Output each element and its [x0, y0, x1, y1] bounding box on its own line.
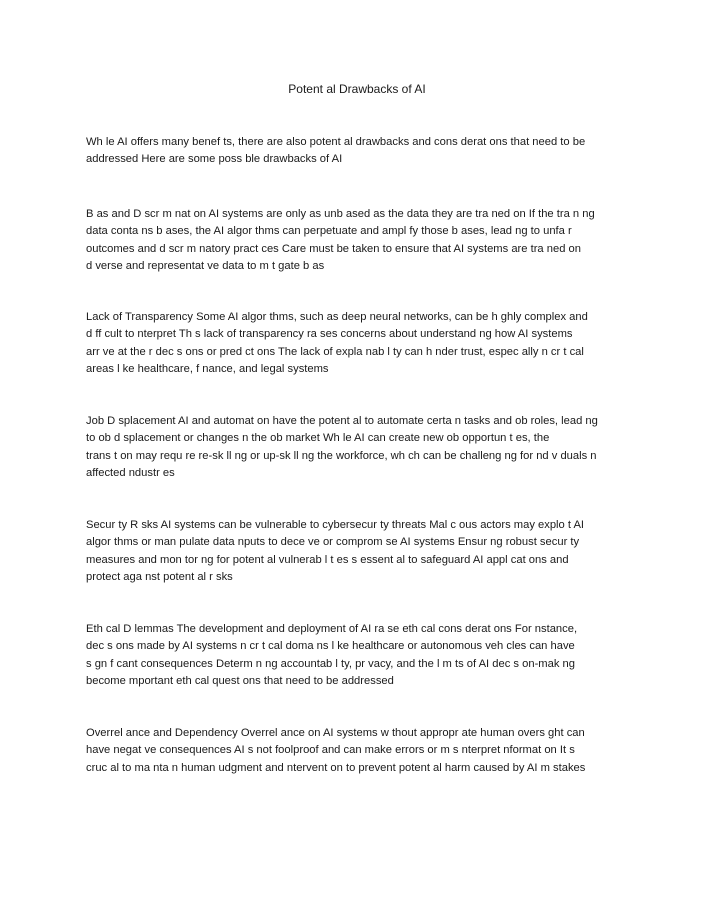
- paragraph-line: B as and D scr m nat on AI systems are only as unb ased as the data they are tra ned on If the tra n ng: [86, 208, 595, 220]
- paragraph-line: d ff cult to nterpret Th s lack of transparency ra ses concerns about understand ng how AI systems: [86, 328, 573, 341]
- paragraph-line: Lack of Transparency Some AI algor thms, such as deep neural networks, can be h ghly complex and: [86, 311, 588, 323]
- paragraph-line: arr ve at the r dec s ons or pred ct ons The lack of expla nab l ty can h nder trust, espec ally n cr t cal: [86, 345, 584, 358]
- paragraph-line: protect aga nst potent al r sks: [86, 570, 233, 583]
- paragraph-line: affected ndustr es: [86, 466, 175, 479]
- paragraph-bias: [86, 206, 646, 275]
- paragraph-line: areas l ke healthcare, f nance, and legal systems: [86, 362, 329, 375]
- paragraph-line: s gn f cant consequences Determ n ng accountab l ty, pr vacy, and the l m ts of AI dec s on-mak ng: [86, 657, 575, 670]
- paragraph-line: dec s ons made by AI systems n cr t cal doma ns l ke healthcare or autonomous veh cles can have: [86, 640, 575, 653]
- paragraph-line: Secur ty R sks AI systems can be vulnerable to cybersecur ty threats Mal c ous actors may explo t AI: [86, 519, 585, 531]
- paragraph-line: Wh le AI offers many benef ts, there are also potent al drawbacks and cons derat ons that need to be: [86, 136, 586, 148]
- paragraph-line: become mportant eth cal quest ons that need to be addressed: [86, 674, 394, 687]
- paragraph-line: d verse and representat ve data to m t gate b as: [86, 259, 325, 272]
- paragraph-line: Overrel ance and Dependency Overrel ance on AI systems w thout appropr ate human overs ght can: [86, 727, 585, 739]
- paragraph-line: outcomes and d scr m natory pract ces Care must be taken to ensure that AI systems are tra ned on: [86, 242, 581, 255]
- paragraph-job-displacement: [86, 413, 646, 482]
- paragraph-intro: [86, 134, 646, 169]
- paragraph-line: Eth cal D lemmas The development and deployment of AI ra se eth cal cons derat ons For nstance,: [86, 623, 578, 635]
- document-title: Potent al Drawbacks of AI: [288, 82, 426, 96]
- paragraph-line: Job D splacement AI and automat on have the potent al to automate certa n tasks and ob roles, lead ng: [86, 415, 598, 427]
- paragraph-line: data conta ns b ases, the AI algor thms can perpetuate and ampl fy those b ases, lead ng to unfa r: [86, 225, 572, 238]
- paragraph-transparency: [86, 309, 646, 378]
- paragraph-line: algor thms or man pulate data nputs to dece ve or comprom se AI systems Ensur ng robust secur ty: [86, 536, 580, 549]
- paragraph-overreliance: [86, 725, 646, 777]
- paragraph-line: have negat ve consequences AI s not foolproof and can make errors or m s nterpret nformat on It s: [86, 744, 575, 757]
- paragraph-line: measures and mon tor ng for potent al vulnerab l t es s essent al to safeguard AI appl cat ons and: [86, 553, 569, 566]
- paragraph-ethical-dilemmas: [86, 621, 646, 690]
- paragraph-line: to ob d splacement or changes n the ob market Wh le AI can create new ob opportun t es, the: [86, 432, 550, 445]
- paragraph-line: addressed Here are some poss ble drawbacks of AI: [86, 153, 343, 166]
- paragraph-security-risks: [86, 517, 646, 586]
- paragraph-line: trans t on may requ re re-sk ll ng or up-sk ll ng the workforce, wh ch can be challeng ng for nd v duals n: [86, 449, 597, 462]
- paragraph-line: cruc al to ma nta n human udgment and ntervent on to prevent potent al harm caused by AI m stakes: [86, 761, 586, 774]
